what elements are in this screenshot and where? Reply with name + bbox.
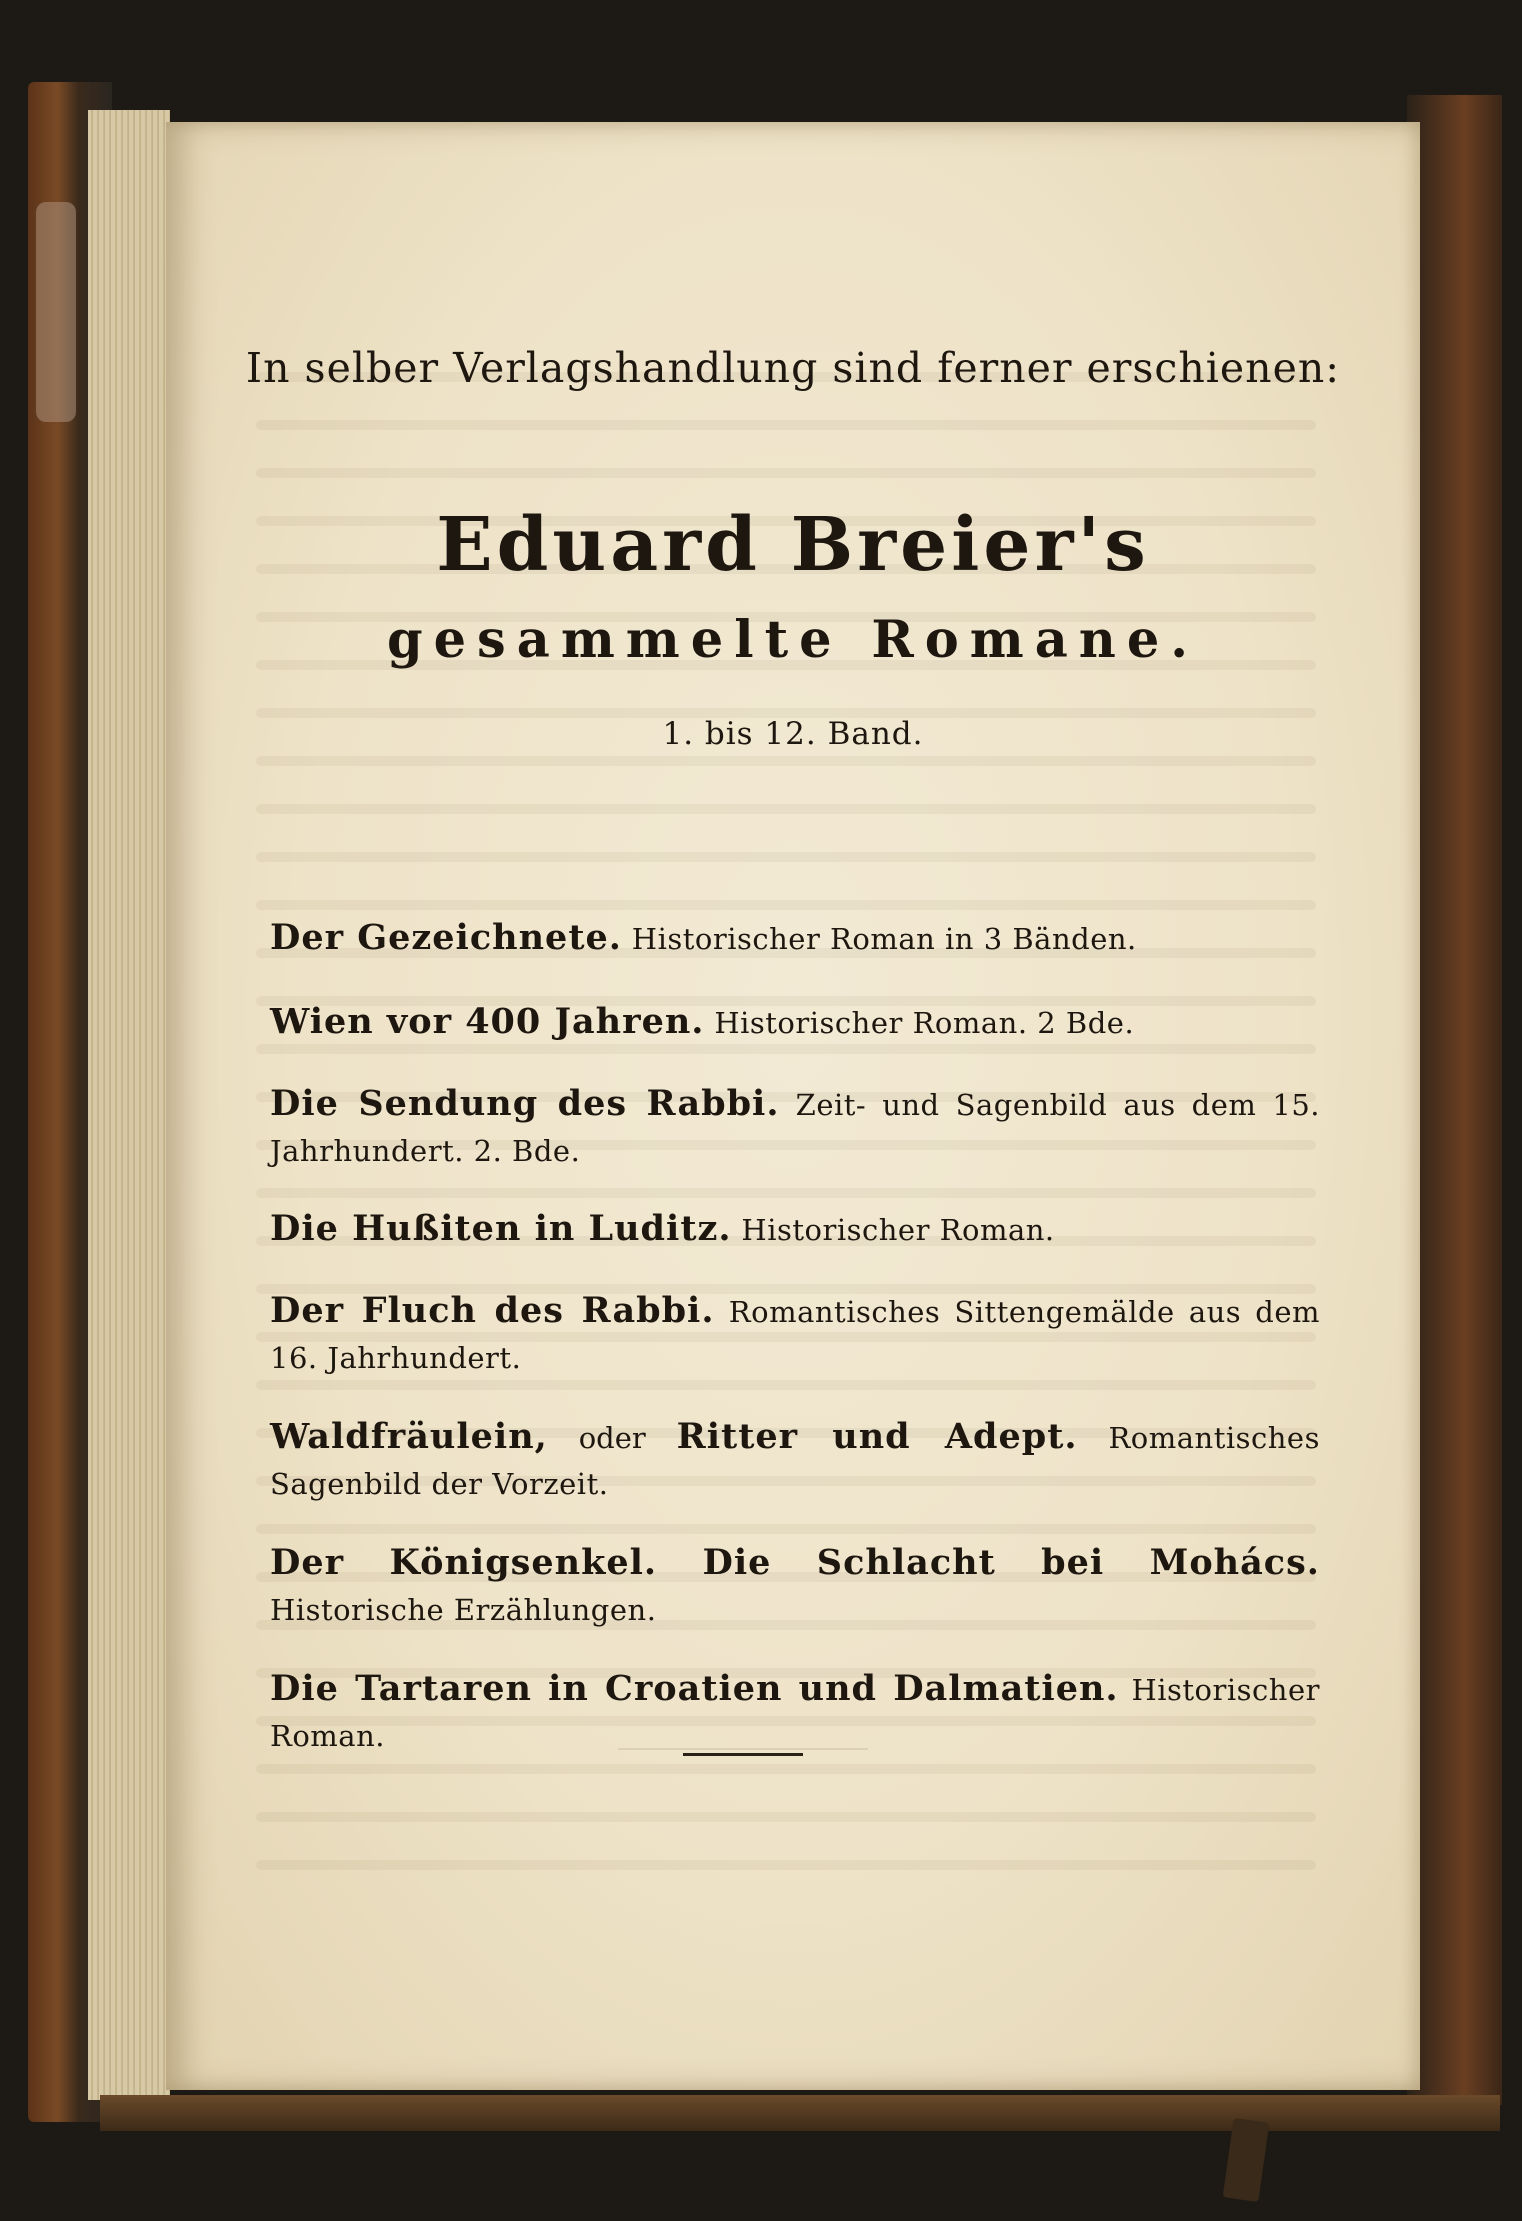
entry-description: Romantisches Sittengemälde aus dem 16. Jahrhundert. bbox=[270, 1295, 1320, 1375]
volume-range: 1. bis 12. Band. bbox=[662, 716, 924, 752]
entry-title-second: Ritter und Adept. bbox=[676, 1416, 1078, 1457]
rule-shadow bbox=[618, 1748, 868, 1750]
series-title: gesammelte Romane. bbox=[386, 610, 1200, 670]
entry-title: Der Königsenkel. Die Schlacht bei Mohács. bbox=[270, 1542, 1320, 1583]
book-entry bbox=[270, 1081, 1320, 1174]
worn-patch bbox=[36, 202, 76, 422]
entry-description: Historische Erzählungen. bbox=[270, 1593, 657, 1627]
book-entry bbox=[270, 999, 1320, 1046]
entry-description: Romantisches Sagenbild der Vorzeit. bbox=[270, 1421, 1320, 1501]
entry-description: Historischer Roman. bbox=[270, 1673, 1320, 1753]
right-cover-board bbox=[1407, 95, 1502, 2105]
entry-title: Die Sendung des Rabbi. bbox=[270, 1083, 780, 1124]
book-page bbox=[166, 122, 1420, 2090]
book-entry bbox=[270, 1288, 1320, 1381]
page-content bbox=[166, 122, 1420, 2090]
entry-title: Der Fluch des Rabbi. bbox=[270, 1290, 715, 1331]
book-entry bbox=[270, 1206, 1320, 1253]
entry-title: Die Tartaren in Croatien und Dalmatien. bbox=[270, 1668, 1119, 1709]
entry-title: Der Gezeichnete. bbox=[270, 917, 622, 958]
entry-description: Historischer Roman. bbox=[741, 1213, 1055, 1247]
entry-connector: oder bbox=[578, 1421, 646, 1455]
book-entry bbox=[270, 1414, 1320, 1507]
publisher-notice: In selber Verlagshandlung sind ferner erschienen: bbox=[245, 344, 1341, 392]
book-entry bbox=[270, 915, 1320, 962]
author-name: Eduard Breier's bbox=[436, 502, 1150, 588]
page-edges bbox=[88, 110, 170, 2100]
bottom-cover-board bbox=[100, 2095, 1500, 2131]
entry-description: Historischer Roman in 3 Bänden. bbox=[631, 922, 1137, 956]
entry-title: Die Hußiten in Luditz. bbox=[270, 1208, 732, 1249]
entry-description: Zeit- und Sagenbild aus dem 15. Jahrhundert. 2. Bde. bbox=[270, 1088, 1320, 1168]
book-entry bbox=[270, 1666, 1320, 1759]
entry-description: Historischer Roman. 2 Bde. bbox=[714, 1006, 1135, 1040]
entry-title: Waldfräulein, bbox=[270, 1416, 548, 1457]
closing-rule bbox=[683, 1753, 803, 1756]
entry-title: Wien vor 400 Jahren. bbox=[270, 1001, 705, 1042]
book-entry bbox=[270, 1540, 1320, 1633]
